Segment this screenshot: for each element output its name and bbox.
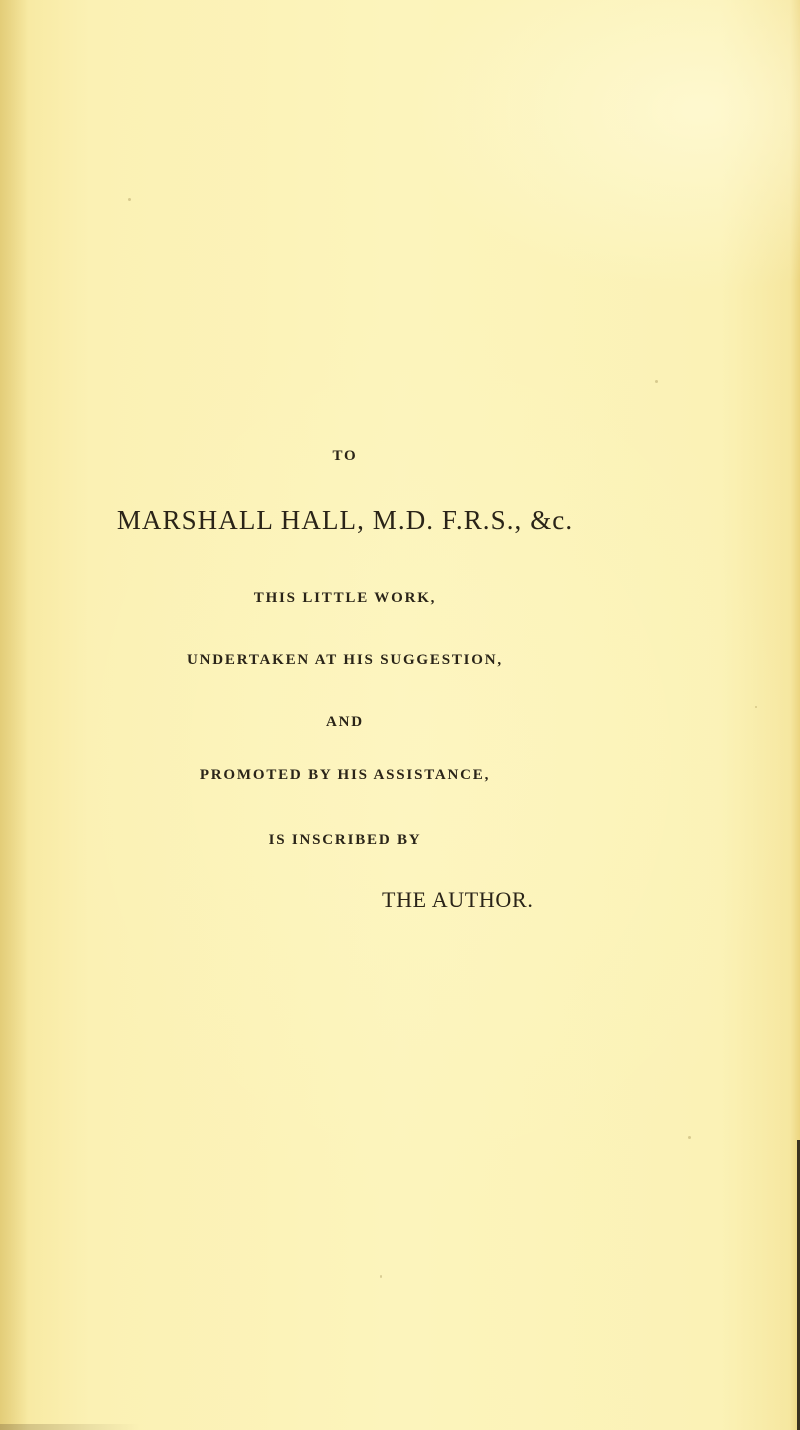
dedication-line: IS INSCRIBED BY [268,832,422,848]
dedication-line: PROMOTED BY HIS ASSISTANCE, [199,767,491,783]
bottom-edge-shadow [0,1424,140,1430]
paper-speck [380,1275,382,1278]
paper-speck [655,380,658,383]
paper-speck [688,1136,691,1139]
paper-speck [128,198,131,201]
author-signature: THE AUTHOR. [382,887,534,912]
dedication-line: AND [326,714,364,730]
dedication-to: TO [332,448,358,464]
dedication-line: UNDERTAKEN AT HIS SUGGESTION, [187,652,503,668]
paper-speck [755,706,757,708]
dedicatee-name: MARSHALL HALL, M.D. F.R.S., &c. [116,505,574,535]
dedication-line: THIS LITTLE WORK, [253,590,437,606]
